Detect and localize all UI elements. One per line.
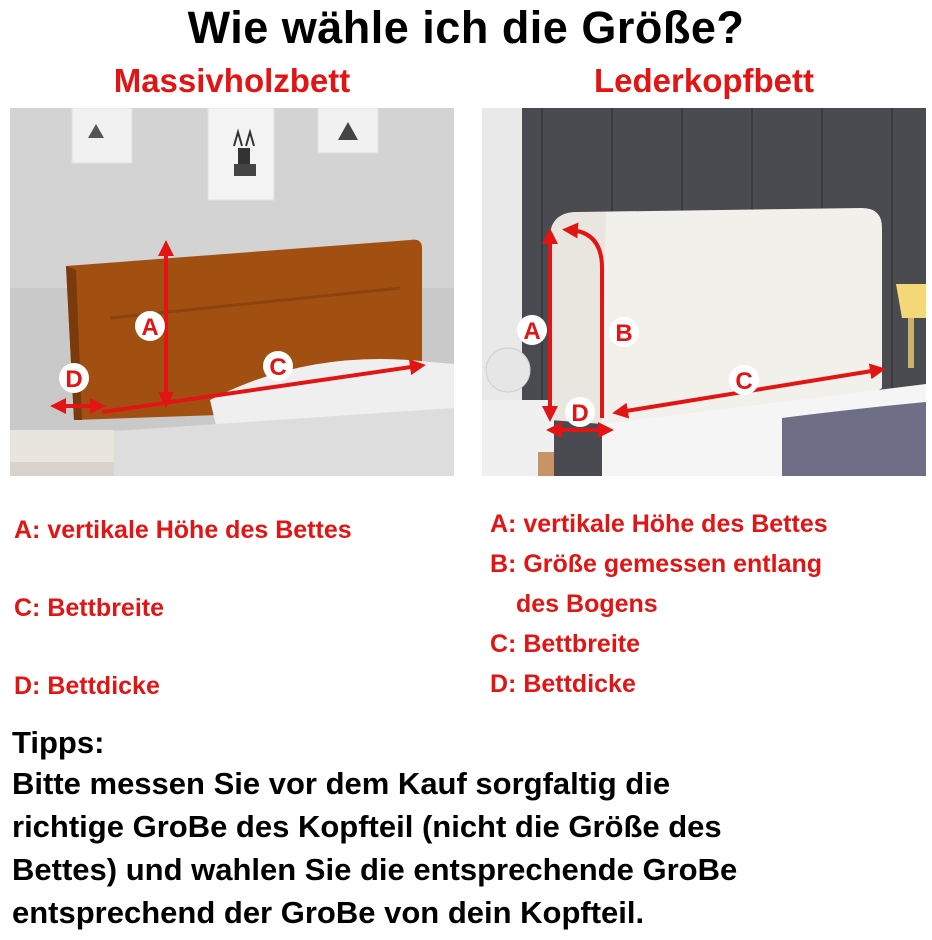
photo-leather-headboard xyxy=(482,108,926,476)
legend-item-b: B: Größe gemessen entlang xyxy=(490,550,823,578)
marker-a: A xyxy=(523,318,541,345)
marker-d: D xyxy=(571,400,589,427)
photo-wood-headboard xyxy=(10,108,454,476)
marker-d: D xyxy=(65,366,83,393)
legend-item-c: C: Bettbreite xyxy=(14,594,165,622)
page-title: Wie wähle ich die Größe? xyxy=(187,2,745,53)
wall-picture-deer xyxy=(208,108,274,200)
marker-b: B xyxy=(615,320,633,347)
tips-heading: Tipps: xyxy=(12,725,105,760)
marker-c: C xyxy=(735,368,753,395)
marker-a: A xyxy=(141,314,159,341)
tips-line: Bitte messen Sie vor dem Kauf sorgfaltig die xyxy=(12,766,671,801)
tips-line: richtige GroBe des Kopfteil (nicht die Größe des xyxy=(12,809,722,844)
heading-lederkopfbett: Lederkopfbett xyxy=(593,62,814,99)
legend-item-d: D: Bettdicke xyxy=(14,672,160,700)
tips-section xyxy=(12,724,924,934)
marker-c: C xyxy=(269,354,287,381)
tips-line: entsprechend der GroBe von dein Kopfteil. xyxy=(12,895,645,930)
tips-line: Bettes) und wahlen Sie die entsprechende GroBe xyxy=(12,852,738,887)
legend-massivholzbett xyxy=(14,510,352,744)
heading-massivholzbett: Massivholzbett xyxy=(113,62,351,99)
legend-item-a: A: vertikale Höhe des Bettes xyxy=(14,516,352,544)
wall-picture xyxy=(72,108,132,163)
legend-item-b-continued: des Bogens xyxy=(516,590,658,618)
wall-picture xyxy=(318,108,378,153)
legend-item-d: D: Bettdicke xyxy=(490,670,636,698)
legend-item-a: A: vertikale Höhe des Bettes xyxy=(490,510,828,538)
legend-lederkopfbett xyxy=(490,504,828,704)
legend-item-c: C: Bettbreite xyxy=(490,630,641,658)
